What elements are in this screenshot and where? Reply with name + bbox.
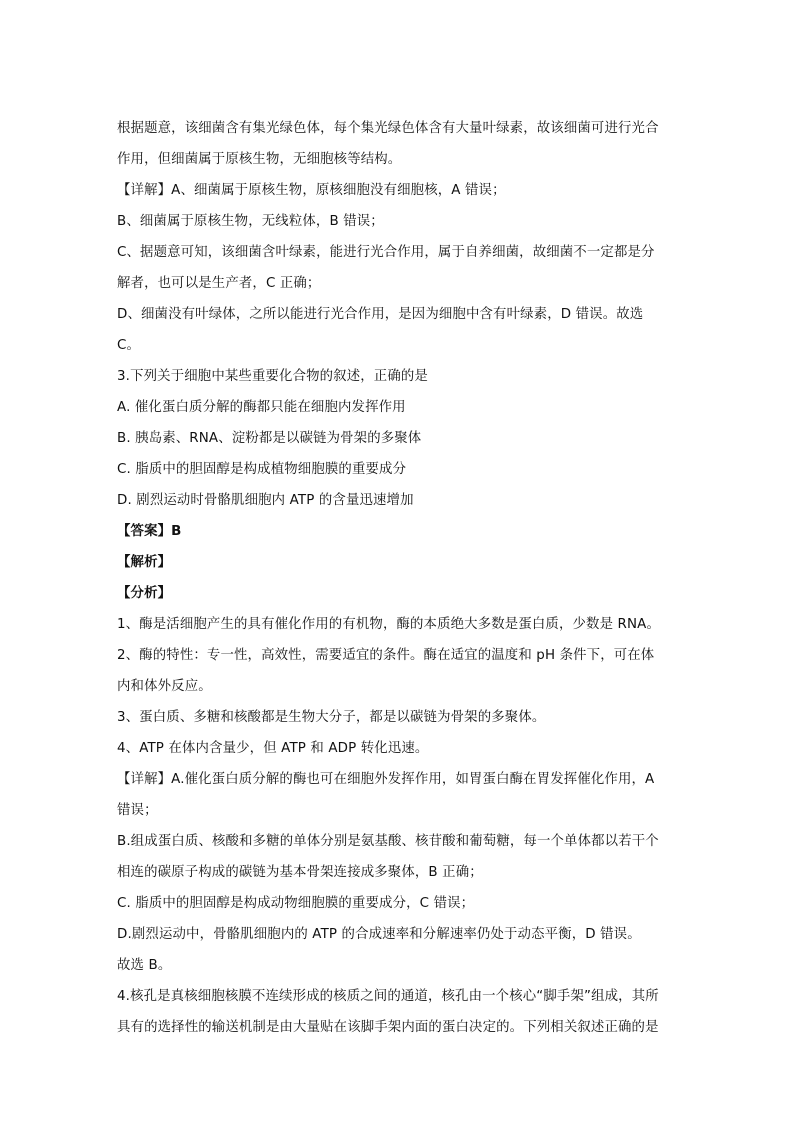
option-d: D. 剧烈运动时骨骼肌细胞内 ATP 的含量迅速增加 <box>117 493 414 508</box>
answer-heading: 【答案】B <box>117 524 182 539</box>
text-line: C。 <box>117 338 141 353</box>
analysis-heading: 【分析】 <box>117 586 172 601</box>
text-line: 3、蛋白质、多糖和核酸都是生物大分子，都是以碳链为骨架的多聚体。 <box>117 710 546 725</box>
text-line: 作用，但细菌属于原核生物，无细胞核等结构。 <box>117 152 402 167</box>
option-c: C. 脂质中的胆固醇是构成植物细胞膜的重要成分 <box>117 462 407 477</box>
text-line: B、细菌属于原核生物，无线粒体，B 错误； <box>117 214 384 229</box>
question-stem: 3.下列关于细胞中某些重要化合物的叙述，正确的是 <box>117 369 428 384</box>
text-line: 【详解】A、细菌属于原核生物，原核细胞没有细胞核，A 错误； <box>117 183 506 198</box>
option-a: A. 催化蛋白质分解的酶都只能在细胞内发挥作用 <box>117 400 406 415</box>
explanation-heading: 【解析】 <box>117 555 172 570</box>
text-line: 故选 B。 <box>117 958 172 973</box>
text-line: 具有的选择性的输送机制是由大量贴在该脚手架内面的蛋白决定的。下列相关叙述正确的是 <box>117 1020 659 1035</box>
text-line: C、据题意可知，该细菌含叶绿素，能进行光合作用，属于自养细菌，故细菌不一定都是分 <box>117 245 655 260</box>
text-line: 【详解】A.催化蛋白质分解的酶也可在细胞外发挥作用，如胃蛋白酶在胃发挥催化作用，A <box>117 772 655 787</box>
text-line: 解者，也可以是生产者，C 正确； <box>117 276 321 291</box>
text-line: 2、酶的特性：专一性，高效性，需要适宜的条件。酶在适宜的温度和 pH 条件下，可在体 <box>117 648 655 663</box>
text-line: C. 脂质中的胆固醇是构成动物细胞膜的重要成分，C 错误； <box>117 896 475 911</box>
text-line: 内和体外反应。 <box>117 679 212 694</box>
option-b: B. 胰岛素、RNA、淀粉都是以碳链为骨架的多聚体 <box>117 431 422 446</box>
text-line: B.组成蛋白质、核酸和多糖的单体分别是氨基酸、核苷酸和葡萄糖，每一个单体都以若干个 <box>117 834 659 849</box>
text-line: 4、ATP 在体内含量少，但 ATP 和 ADP 转化迅速。 <box>117 741 429 756</box>
text-line: 相连的碳原子构成的碳链为基本骨架连接成多聚体，B 正确； <box>117 865 483 880</box>
question-stem: 4.核孔是真核细胞核膜不连续形成的核质之间的通道，核孔由一个核心“脚手架”组成，其所 <box>117 989 659 1004</box>
text-line: D.剧烈运动中，骨骼肌细胞内的 ATP 的合成速率和分解速率仍处于动态平衡，D 错误。 <box>117 927 641 942</box>
text-line: 错误； <box>117 803 158 818</box>
text-line: 1、酶是活细胞产生的具有催化作用的有机物，酶的本质绝大多数是蛋白质，少数是 RNA。 <box>117 617 661 632</box>
text-line: 根据题意，该细菌含有集光绿色体，每个集光绿色体含有大量叶绿素，故该细菌可进行光合 <box>117 121 659 136</box>
text-line: D、细菌没有叶绿体，之所以能进行光合作用，是因为细胞中含有叶绿素，D 错误。故选 <box>117 307 644 322</box>
